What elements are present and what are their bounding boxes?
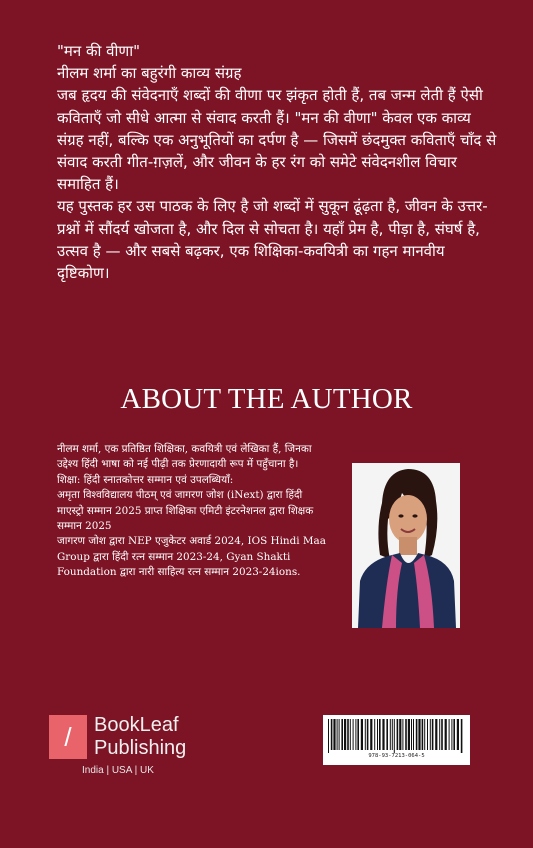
- barcode-bars: [328, 719, 465, 753]
- book-blurb: [57, 40, 497, 284]
- publisher-regions: India | USA | UK: [82, 765, 154, 776]
- about-author-heading: ABOUT THE AUTHOR: [120, 383, 413, 415]
- author-portrait-image: [352, 463, 460, 628]
- blurb-subtitle: नीलम शर्मा का बहुरंगी काव्य संग्रह: [57, 64, 242, 83]
- publisher-name: [94, 714, 224, 760]
- author-photo: [352, 463, 460, 628]
- blurb-paragraph-1: जब हृदय की संवेदनाएँ शब्दों की वीणा पर झंकृत होती हैं, तब जन्म लेती हैं ऐसी कविताएँ जो सीधे आत्मा से संवाद करती हैं। "मन की वीणा" केवल एक काव्य संग्रह नहीं, बल्कि एक अनुभूतियों का दर्पण है — जिसमें छंदमुक्त कविताएँ चाँद से संवाद करती गीत-ग़ज़लें, और जीवन के हर रंग को समेटे संवेदनशील विचार समाहित हैं।: [57, 86, 497, 194]
- publisher-name-line-1: BookLeaf: [94, 714, 179, 736]
- isbn-barcode: [323, 715, 470, 765]
- publisher-name-line-2: Publishing: [94, 737, 187, 759]
- bookleaf-logo-icon: /: [49, 715, 87, 759]
- blurb-paragraph-2: यह पुस्तक हर उस पाठक के लिए है जो शब्दों में सुकून ढूंढ़ता है, जीवन के उत्तर-प्रश्नों में सौंदर्य खोजता है, और दिल से सोचता है। यहाँ प्रेम है, पीड़ा है, संघर्ष है, उत्सव है — और सबसे बढ़कर, एक शिक्षिका-कवयित्री का गहन मानवीय दृष्टिकोण।: [57, 197, 488, 283]
- isbn-number: 978-93-7213-064-5: [368, 753, 425, 759]
- author-bio-intro: नीलम शर्मा, एक प्रतिष्ठित शिक्षिका, कवयित्री एवं लेखिका हैं, जिनका उद्देश्य हिंदी भाषा को नई पीढ़ी तक प्रेरणादायी रूप में पहुँचाना है।: [57, 443, 312, 471]
- author-bio-awards-2: जागरण जोश द्वारा NEP एजुकेटर अवार्ड 2024, IOS Hindi Maa Group द्वारा हिंदी रत्न सम्मान 2023-24, Gyan Shakti Foundation द्वारा नारी साहित्य रत्न सम्मान 2023-24ions.: [57, 535, 326, 579]
- blurb-title: "मन की वीणा": [57, 42, 140, 60]
- author-bio-awards-1: अमृता विश्वविद्यालय पीठम् एवं जागरण जोश (iNext) द्वारा हिंदी माएस्ट्रो सम्मान 2025 प्राप्त शिक्षिका एमिटी इंटरनेशनल द्वारा शिक्षक सम्मान 2025: [57, 489, 314, 533]
- author-bio-education: शिक्षा: हिंदी स्नातकोत्तर सम्मान एवं उपलब्धियाँ:: [57, 473, 234, 486]
- author-bio: [57, 442, 332, 581]
